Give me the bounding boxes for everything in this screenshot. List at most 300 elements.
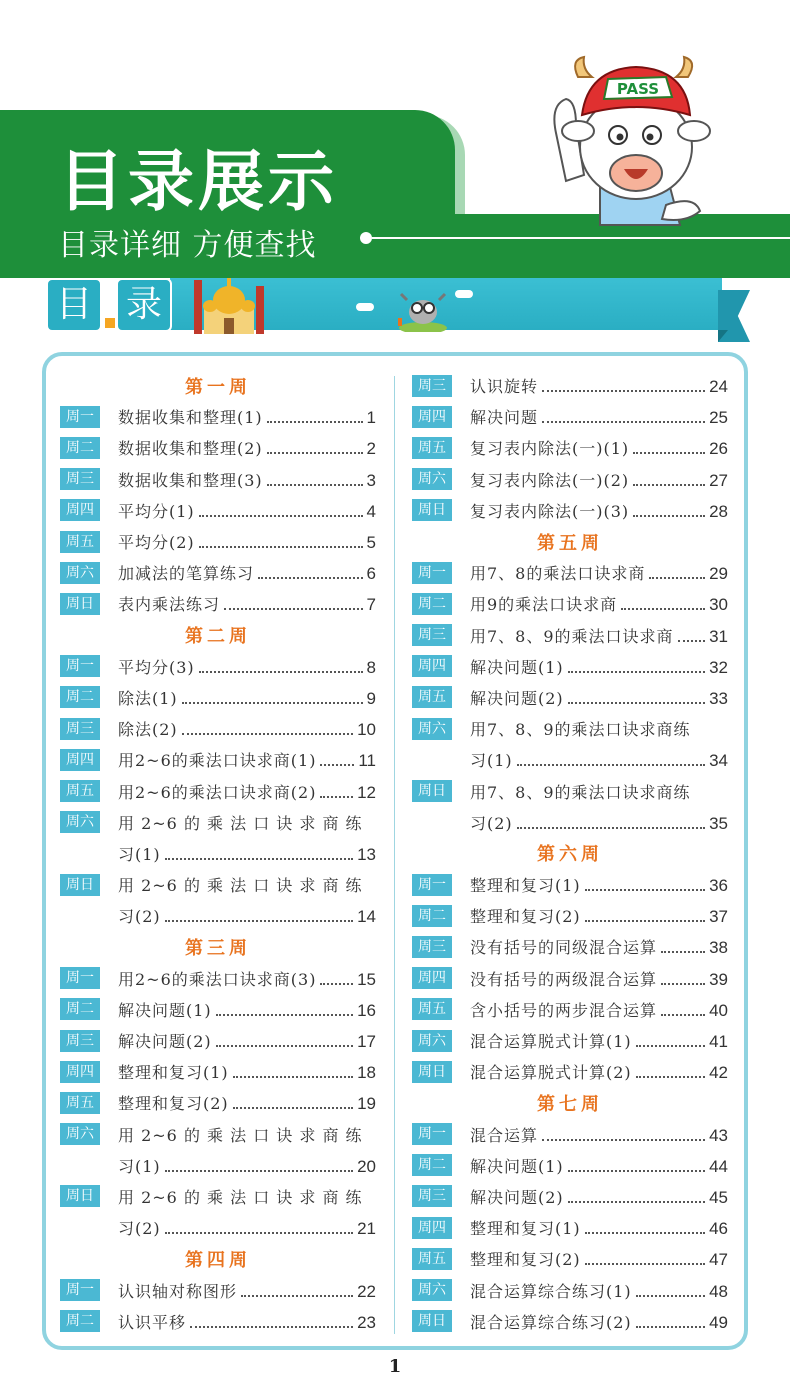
day-label: 周日 (412, 1061, 452, 1083)
entry-page-number: 17 (357, 1032, 376, 1052)
entry-title: 平均分(1) (118, 501, 195, 521)
week-title: 第四周 (185, 1249, 251, 1271)
entry-body (470, 1279, 728, 1302)
entry-body (470, 624, 728, 647)
entry-title: 习(2) (118, 1219, 161, 1239)
entry-body (118, 1123, 376, 1146)
contents-entry (412, 495, 728, 526)
entry-body (470, 1216, 728, 1239)
day-label: 周四 (412, 1217, 452, 1239)
entry-page-number: 36 (709, 876, 728, 896)
entry-body (118, 811, 376, 834)
dot-leader (661, 1014, 705, 1016)
entry-title: 复习表内除法(一)(1) (470, 439, 630, 459)
dot-leader (182, 733, 353, 735)
entry-page-number: 33 (709, 688, 728, 708)
entry-title: 用7、8的乘法口诀求商 (470, 564, 646, 584)
dot-leader (267, 452, 363, 454)
day-label: 周三 (60, 468, 100, 490)
entry-page-number: 43 (709, 1125, 728, 1145)
dot-leader (585, 1232, 705, 1234)
page-title: 目录展示 (58, 143, 338, 220)
entry-title: 整理和复习(2) (470, 1250, 581, 1270)
day-label: 周四 (412, 967, 452, 989)
dot-leader (190, 1326, 353, 1328)
day-label: 周五 (60, 1092, 100, 1114)
contents-entry (412, 869, 728, 900)
entry-body (118, 1216, 376, 1239)
entry-body (470, 717, 728, 740)
contents-entry (412, 1056, 728, 1087)
mascot-cap-text: PASS (616, 80, 660, 98)
day-label: 周三 (60, 718, 100, 740)
contents-entry (60, 1150, 376, 1181)
day-label: 周六 (60, 1123, 100, 1145)
day-label: 周一 (412, 874, 452, 896)
entry-body (118, 1060, 376, 1083)
entry-title: 认识轴对称图形 (118, 1281, 238, 1301)
day-label: 周三 (412, 936, 452, 958)
entry-title: 除法(2) (118, 720, 178, 740)
dot-leader (568, 702, 705, 704)
entry-title: 用2~6的乘法口诀求商(1) (118, 751, 317, 771)
contents-entry (60, 1025, 376, 1056)
entry-title: 习(1) (118, 844, 161, 864)
contents-entry (60, 775, 376, 806)
entry-page-number: 26 (709, 439, 728, 459)
entry-body (470, 561, 728, 584)
contents-entry (60, 1306, 376, 1337)
dot-leader (585, 889, 705, 891)
entry-title: 用9的乘法口诀求商 (470, 595, 618, 615)
entry-body (470, 1247, 728, 1270)
entry-body (470, 499, 728, 522)
contents-entry (60, 1119, 376, 1150)
entry-body (470, 1123, 728, 1146)
contents-entry (60, 1087, 376, 1118)
entry-body (118, 592, 376, 615)
entry-body (470, 998, 728, 1021)
entry-page-number: 40 (709, 1000, 728, 1020)
dot-leader (649, 577, 705, 579)
day-label: 周二 (60, 437, 100, 459)
contents-entry (60, 713, 376, 744)
dot-leader (165, 858, 353, 860)
week-title: 第五周 (537, 532, 603, 554)
entry-page-number: 5 (366, 533, 376, 553)
entry-title: 解决问题 (470, 408, 539, 428)
day-label: 周日 (412, 780, 452, 802)
contents-entry (412, 931, 728, 962)
contents-entry (60, 838, 376, 869)
entry-title: 习(1) (470, 751, 513, 771)
dot-leader (636, 1045, 705, 1047)
entry-body (118, 499, 376, 522)
dot-leader (542, 390, 705, 392)
day-label: 周四 (412, 655, 452, 677)
entry-body (470, 1185, 728, 1208)
day-label: 周六 (412, 1279, 452, 1301)
contents-entry (412, 994, 728, 1025)
day-label: 周日 (60, 593, 100, 615)
week-title: 第三周 (185, 937, 251, 959)
dot-leader (568, 1201, 705, 1203)
entry-body (118, 1185, 376, 1208)
contents-entry (60, 526, 376, 557)
contents-entry (60, 401, 376, 432)
entry-title: 用 2~6 的 乘 法 口 诀 求 商 练 (118, 813, 363, 833)
day-label: 周二 (60, 686, 100, 708)
dot-leader (199, 671, 363, 673)
entry-page-number: 6 (366, 564, 376, 584)
entry-title: 复习表内除法(一)(2) (470, 470, 630, 490)
entry-page-number: 18 (357, 1063, 376, 1083)
entry-body (118, 842, 376, 865)
entry-page-number: 48 (709, 1281, 728, 1301)
week-title: 第一周 (185, 376, 251, 398)
contents-entry (60, 994, 376, 1025)
week-heading-row (60, 370, 376, 401)
dot-leader (636, 1295, 705, 1297)
subtitle-dot (360, 232, 372, 244)
entry-page-number: 21 (357, 1219, 376, 1239)
entry-title: 除法(1) (118, 688, 178, 708)
entry-body (470, 1310, 728, 1333)
entry-title: 混合运算脱式计算(1) (470, 1032, 632, 1052)
entry-title: 解决问题(2) (470, 1187, 564, 1207)
entry-body (118, 904, 376, 927)
contents-entry (412, 744, 728, 775)
contents-entry (412, 1274, 728, 1305)
day-label: 周二 (412, 1154, 452, 1176)
contents-entry (412, 1150, 728, 1181)
dot-leader (216, 1045, 353, 1047)
day-label: 周一 (60, 655, 100, 677)
day-label: 周一 (60, 406, 100, 428)
day-label: 周二 (60, 1310, 100, 1332)
entry-page-number: 11 (358, 751, 376, 771)
entry-page-number: 37 (709, 907, 728, 927)
week-heading-row (412, 526, 728, 557)
week-title: 第六周 (537, 844, 603, 866)
entry-body (470, 655, 728, 678)
entry-page-number: 8 (366, 657, 376, 677)
entry-page-number: 35 (709, 813, 728, 833)
entry-page-number: 14 (357, 907, 376, 927)
entry-title: 平均分(2) (118, 533, 195, 553)
entry-title: 整理和复习(1) (470, 876, 581, 896)
entry-title: 用7、8、9的乘法口诀求商练 (470, 720, 691, 740)
dot-leader (233, 1107, 353, 1109)
entry-body (470, 873, 728, 896)
entry-title: 混合运算综合练习(1) (470, 1281, 632, 1301)
dot-leader (165, 1232, 353, 1234)
entry-title: 表内乘法练习 (118, 595, 221, 615)
contents-entry (412, 682, 728, 713)
entry-page-number: 1 (366, 408, 376, 428)
entry-page-number: 34 (709, 751, 728, 771)
day-label: 周二 (412, 593, 452, 615)
entry-body (118, 405, 376, 428)
contents-entry (412, 1306, 728, 1337)
day-label: 周三 (412, 375, 452, 397)
entry-page-number: 15 (357, 969, 376, 989)
entry-page-number: 28 (709, 501, 728, 521)
contents-entry (412, 1212, 728, 1243)
contents-column-left (60, 370, 376, 1337)
dot-leader (621, 608, 705, 610)
entry-page-number: 27 (709, 470, 728, 490)
entry-body (118, 436, 376, 459)
entry-page-number: 47 (709, 1250, 728, 1270)
cow-mascot-illustration (548, 55, 718, 230)
entry-page-number: 9 (366, 688, 376, 708)
dot-leader (633, 484, 705, 486)
entry-title: 习(2) (118, 907, 161, 927)
entry-page-number: 44 (709, 1156, 728, 1176)
dot-leader (517, 764, 705, 766)
entry-body (118, 717, 376, 740)
contents-entry (412, 1119, 728, 1150)
day-label: 周五 (412, 998, 452, 1020)
dot-leader (636, 1326, 705, 1328)
entry-title: 用2~6的乘法口诀求商(2) (118, 782, 317, 802)
contents-entry (60, 432, 376, 463)
entry-body (470, 468, 728, 491)
entry-title: 整理和复习(1) (118, 1063, 229, 1083)
entry-title: 整理和复习(1) (470, 1219, 581, 1239)
dot-leader (633, 452, 705, 454)
entry-title: 含小括号的两步混合运算 (470, 1000, 658, 1020)
contents-entry (412, 370, 728, 401)
contents-entry (412, 651, 728, 682)
contents-entry (60, 651, 376, 682)
entry-page-number: 32 (709, 657, 728, 677)
day-label: 周五 (412, 437, 452, 459)
dot-leader (233, 1076, 353, 1078)
day-label: 周五 (412, 686, 452, 708)
day-label: 周三 (412, 1185, 452, 1207)
entry-page-number: 38 (709, 938, 728, 958)
dot-leader (241, 1295, 353, 1297)
entry-body (470, 374, 728, 397)
entry-body (118, 998, 376, 1021)
contents-entry (60, 1181, 376, 1212)
day-label: 周四 (60, 499, 100, 521)
entry-title: 解决问题(2) (470, 688, 564, 708)
entry-title: 用2~6的乘法口诀求商(3) (118, 969, 317, 989)
palace-illustration (190, 272, 268, 334)
day-label: 周五 (60, 780, 100, 802)
entry-title: 认识平移 (118, 1312, 187, 1332)
entry-body (118, 468, 376, 491)
contents-entry (60, 495, 376, 526)
dot-leader (199, 546, 363, 548)
entry-title: 混合运算综合练习(2) (470, 1312, 632, 1332)
dot-leader (661, 951, 705, 953)
entry-title: 没有括号的两级混合运算 (470, 969, 658, 989)
day-label: 周四 (412, 406, 452, 428)
entry-title: 习(2) (470, 813, 513, 833)
entry-title: 解决问题(1) (470, 1156, 564, 1176)
week-heading-row (412, 838, 728, 869)
dot-leader (182, 702, 363, 704)
contents-entry (412, 1181, 728, 1212)
contents-entry (60, 1056, 376, 1087)
entry-body (470, 811, 728, 834)
entry-body (470, 780, 728, 803)
entry-body (118, 530, 376, 553)
entry-body (118, 1154, 376, 1177)
entry-page-number: 45 (709, 1187, 728, 1207)
ribbon-fold (718, 330, 728, 342)
dot-leader (199, 515, 363, 517)
contents-entry (60, 464, 376, 495)
dot-leader (320, 796, 353, 798)
entry-title: 混合运算脱式计算(2) (470, 1063, 632, 1083)
contents-entry (60, 1212, 376, 1243)
contents-entry (412, 588, 728, 619)
day-label: 周一 (60, 967, 100, 989)
contents-entry (60, 744, 376, 775)
entry-title: 解决问题(2) (118, 1032, 212, 1052)
entry-title: 用 2~6 的 乘 法 口 诀 求 商 练 (118, 1187, 363, 1207)
contents-entry (412, 1243, 728, 1274)
entry-body (470, 748, 728, 771)
entry-body (118, 1279, 376, 1302)
day-label: 周五 (60, 531, 100, 553)
dot-leader (216, 1014, 353, 1016)
day-label: 周一 (60, 1279, 100, 1301)
day-label: 周一 (412, 562, 452, 584)
contents-entry (412, 620, 728, 651)
entry-title: 用7、8、9的乘法口诀求商 (470, 626, 674, 646)
contents-entry (412, 963, 728, 994)
entry-page-number: 3 (366, 470, 376, 490)
day-label: 周六 (60, 562, 100, 584)
week-heading-row (60, 620, 376, 651)
entry-page-number: 10 (357, 720, 376, 740)
entry-page-number: 2 (366, 439, 376, 459)
contents-entry (412, 900, 728, 931)
dot-leader (585, 920, 705, 922)
dot-leader (636, 1076, 705, 1078)
day-label: 周日 (412, 1310, 452, 1332)
entry-page-number: 24 (709, 377, 728, 397)
entry-body (470, 1029, 728, 1052)
entry-body (118, 686, 376, 709)
entry-title: 混合运算 (470, 1125, 539, 1145)
dot-leader (517, 827, 705, 829)
entry-title: 解决问题(1) (470, 657, 564, 677)
entry-page-number: 13 (357, 844, 376, 864)
day-label: 周一 (412, 1123, 452, 1145)
dot-leader (568, 1170, 705, 1172)
week-heading-row (412, 1087, 728, 1118)
entry-body (470, 1154, 728, 1177)
dot-leader (678, 640, 706, 642)
entry-body (118, 967, 376, 990)
entry-title: 数据收集和整理(2) (118, 439, 263, 459)
entry-title: 平均分(3) (118, 657, 195, 677)
dot-leader (258, 577, 363, 579)
entry-title: 复习表内除法(一)(3) (470, 501, 630, 521)
entry-page-number: 19 (357, 1094, 376, 1114)
contents-entry (412, 432, 728, 463)
entry-body (470, 592, 728, 615)
day-label: 周四 (60, 1061, 100, 1083)
contents-entry (60, 557, 376, 588)
entry-body (470, 686, 728, 709)
entry-page-number: 46 (709, 1219, 728, 1239)
entry-page-number: 23 (357, 1312, 376, 1332)
dot-leader (320, 983, 353, 985)
day-label: 周六 (60, 811, 100, 833)
day-label: 周二 (60, 998, 100, 1020)
contents-entry (60, 963, 376, 994)
day-label: 周三 (412, 624, 452, 646)
entry-body (118, 1310, 376, 1333)
day-label: 周六 (412, 1030, 452, 1052)
contents-entry (60, 869, 376, 900)
contents-entry (412, 713, 728, 744)
day-label: 周四 (60, 749, 100, 771)
day-label: 周日 (60, 1185, 100, 1207)
entry-body (470, 904, 728, 927)
subtitle-line (372, 237, 790, 239)
entry-title: 加减法的笔算练习 (118, 564, 255, 584)
entry-title: 解决问题(1) (118, 1000, 212, 1020)
page-subtitle: 目录详细 方便查找 (58, 228, 317, 263)
entry-title: 用 2~6 的 乘 法 口 诀 求 商 练 (118, 1125, 363, 1145)
entry-title: 认识旋转 (470, 377, 539, 397)
dot-leader (267, 421, 363, 423)
contents-entry (412, 807, 728, 838)
entry-body (470, 967, 728, 990)
entry-body (118, 655, 376, 678)
entry-body (118, 780, 376, 803)
entry-page-number: 31 (709, 626, 728, 646)
dot-leader (542, 421, 705, 423)
contents-entry (412, 775, 728, 806)
entry-body (118, 873, 376, 896)
entry-body (470, 1060, 728, 1083)
entry-page-number: 20 (357, 1156, 376, 1176)
entry-title: 用7、8、9的乘法口诀求商练 (470, 782, 691, 802)
entry-page-number: 22 (357, 1281, 376, 1301)
contents-entry (412, 401, 728, 432)
badge-dot (105, 318, 115, 328)
entry-title: 没有括号的同级混合运算 (470, 938, 658, 958)
dot-leader (267, 484, 363, 486)
day-label: 周六 (412, 468, 452, 490)
dot-leader (661, 983, 705, 985)
contents-badge-2: 录 (116, 278, 172, 332)
entry-body (470, 935, 728, 958)
entry-body (118, 1029, 376, 1052)
entry-title: 整理和复习(2) (118, 1094, 229, 1114)
contents-entry (60, 900, 376, 931)
contents-column-right (412, 370, 728, 1337)
entry-page-number: 49 (709, 1312, 728, 1332)
entry-page-number: 4 (366, 501, 376, 521)
dot-leader (633, 515, 705, 517)
contents-entry (60, 682, 376, 713)
day-label: 周三 (60, 1030, 100, 1052)
contents-badge-1: 目 (46, 278, 102, 332)
entry-title: 整理和复习(2) (470, 907, 581, 927)
entry-page-number: 30 (709, 595, 728, 615)
